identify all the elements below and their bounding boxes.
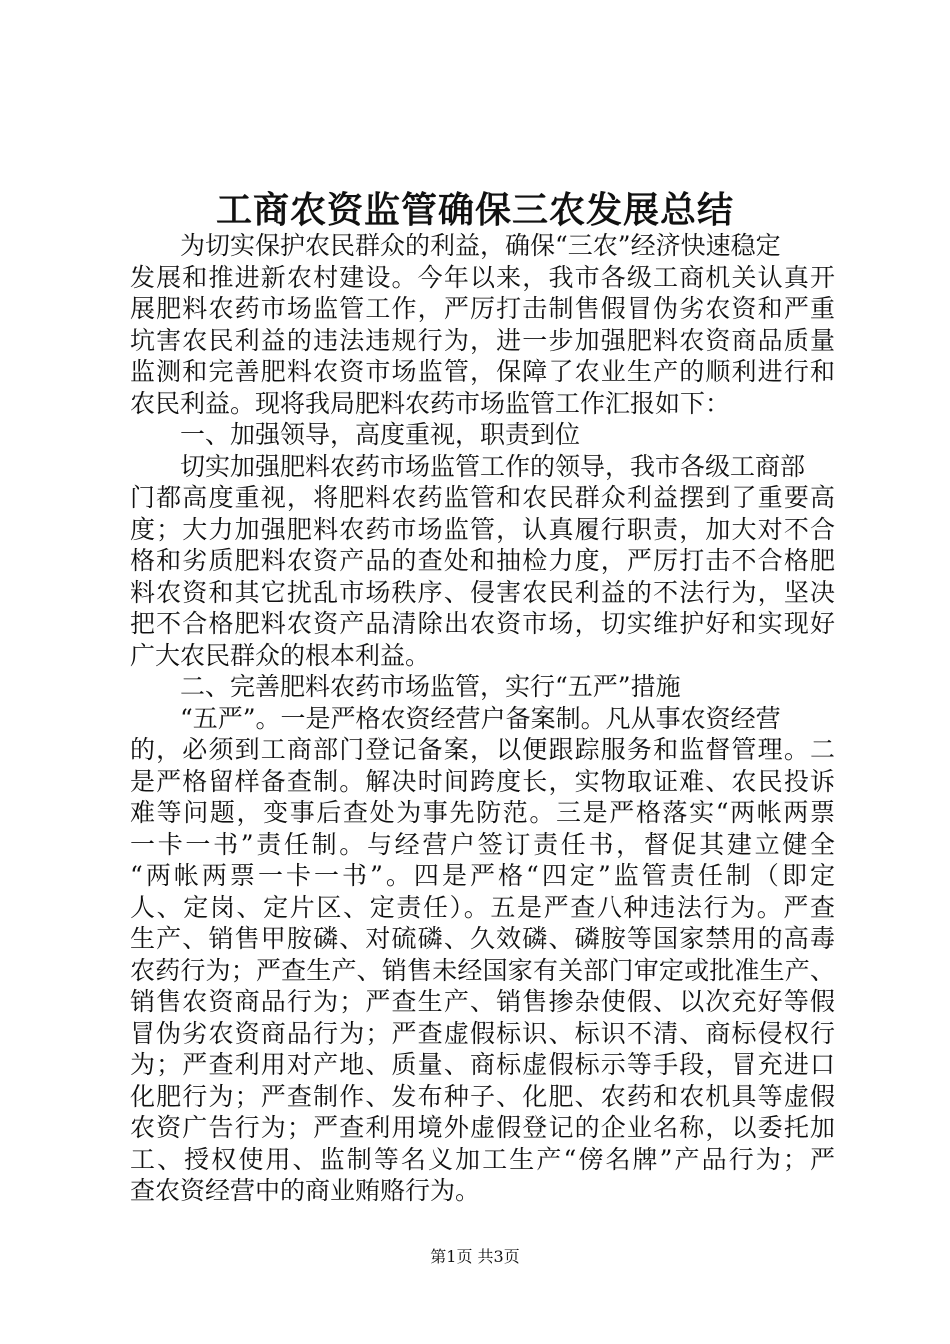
paragraph-line: 广大农民群众的根本利益。	[130, 640, 431, 670]
paragraph-line: 把不合格肥料农资产品清除出农资市场，切实维护好和实现好	[130, 609, 835, 638]
paragraph-line: 是严格留样备查制。解决时间跨度长，实物取证难、农民投诉	[130, 766, 835, 796]
paragraph-line: 门都高度重视，将肥料农药监管和农民群众利益摆到了重要高	[130, 483, 835, 512]
paragraph-line: 人、定岗、定片区、定责任）。五是严查八种违法行为。严查	[130, 892, 835, 922]
paragraph-line: 一卡一书”责任制。与经营户签订责任书，督促其建立健全	[130, 829, 835, 859]
paragraph-line: 监测和完善肥料农资市场监管，保障了农业生产的顺利进行和	[130, 357, 835, 386]
paragraph-line: 度；大力加强肥料农药市场监管，认真履行职责，加大对不合	[130, 514, 835, 544]
paragraph-line: 工、授权使用、监制等名义加工生产“傍名牌”产品行为；严	[130, 1144, 835, 1174]
paragraph-line: 料农资和其它扰乱市场秩序、侵害农民利益的不法行为，坚决	[130, 577, 835, 607]
paragraph-line: “五严”。一是严格农资经营户备案制。凡从事农资经营	[180, 703, 781, 733]
section-heading: 一、加强领导，高度重视，职责到位	[180, 420, 581, 449]
paragraph-line: 生产、销售甲胺磷、对硫磷、久效磷、磷胺等国家禁用的高毒	[130, 924, 835, 953]
paragraph-line: 冒伪劣农资商品行为；严查虚假标识、标识不清、商标侵权行	[130, 1018, 835, 1048]
paragraph-line: 为切实保护农民群众的利益，确保“三农”经济快速稳定	[180, 231, 781, 260]
paragraph-line: 格和劣质肥料农资产品的查处和抽检力度，严厉打击不合格肥	[130, 546, 835, 575]
paragraph-line: 查农资经营中的商业贿赂行为。	[130, 1176, 481, 1205]
document-body	[130, 230, 835, 1207]
paragraph-line: 发展和推进新农村建设。今年以来，我市各级工商机关认真开	[130, 262, 835, 292]
paragraph-line: 展肥料农药市场监管工作，严厉打击制售假冒伪劣农资和严重	[130, 294, 835, 323]
paragraph-line: 农民利益。现将我局肥料农药市场监管工作汇报如下：	[130, 388, 731, 418]
paragraph-line: 难等问题，变事后查处为事先防范。三是严格落实“两帐两票	[130, 798, 835, 827]
paragraph-line: 农资广告行为；严查利用境外虚假登记的企业名称，以委托加	[130, 1113, 835, 1142]
paragraph-line: 的，必须到工商部门登记备案，以便跟踪服务和监督管理。二	[130, 735, 835, 764]
paragraph-line: 化肥行为；严查制作、发布种子、化肥、农药和农机具等虚假	[130, 1081, 835, 1111]
paragraph-line: 为；严查利用对产地、质量、商标虚假标示等手段，冒充进口	[130, 1050, 835, 1079]
paragraph-line: 销售农资商品行为；严查生产、销售掺杂使假、以次充好等假	[130, 987, 835, 1016]
paragraph-line: 切实加强肥料农药市场监管工作的领导，我市各级工商部	[180, 451, 806, 481]
paragraph-line: “两帐两票一卡一书”。四是严格“四定”监管责任制（即定	[130, 861, 835, 890]
section-heading: 二、完善肥料农药市场监管，实行“五严”措施	[180, 672, 681, 701]
page-footer: 第1页 共3页	[430, 1247, 520, 1266]
paragraph-line: 农药行为；严查生产、销售未经国家有关部门审定或批准生产、	[130, 955, 835, 985]
paragraph-line: 坑害农民利益的违法违规行为，进一步加强肥料农资商品质量	[130, 325, 835, 355]
document-title: 工商农资监管确保三农发展总结	[215, 189, 734, 231]
